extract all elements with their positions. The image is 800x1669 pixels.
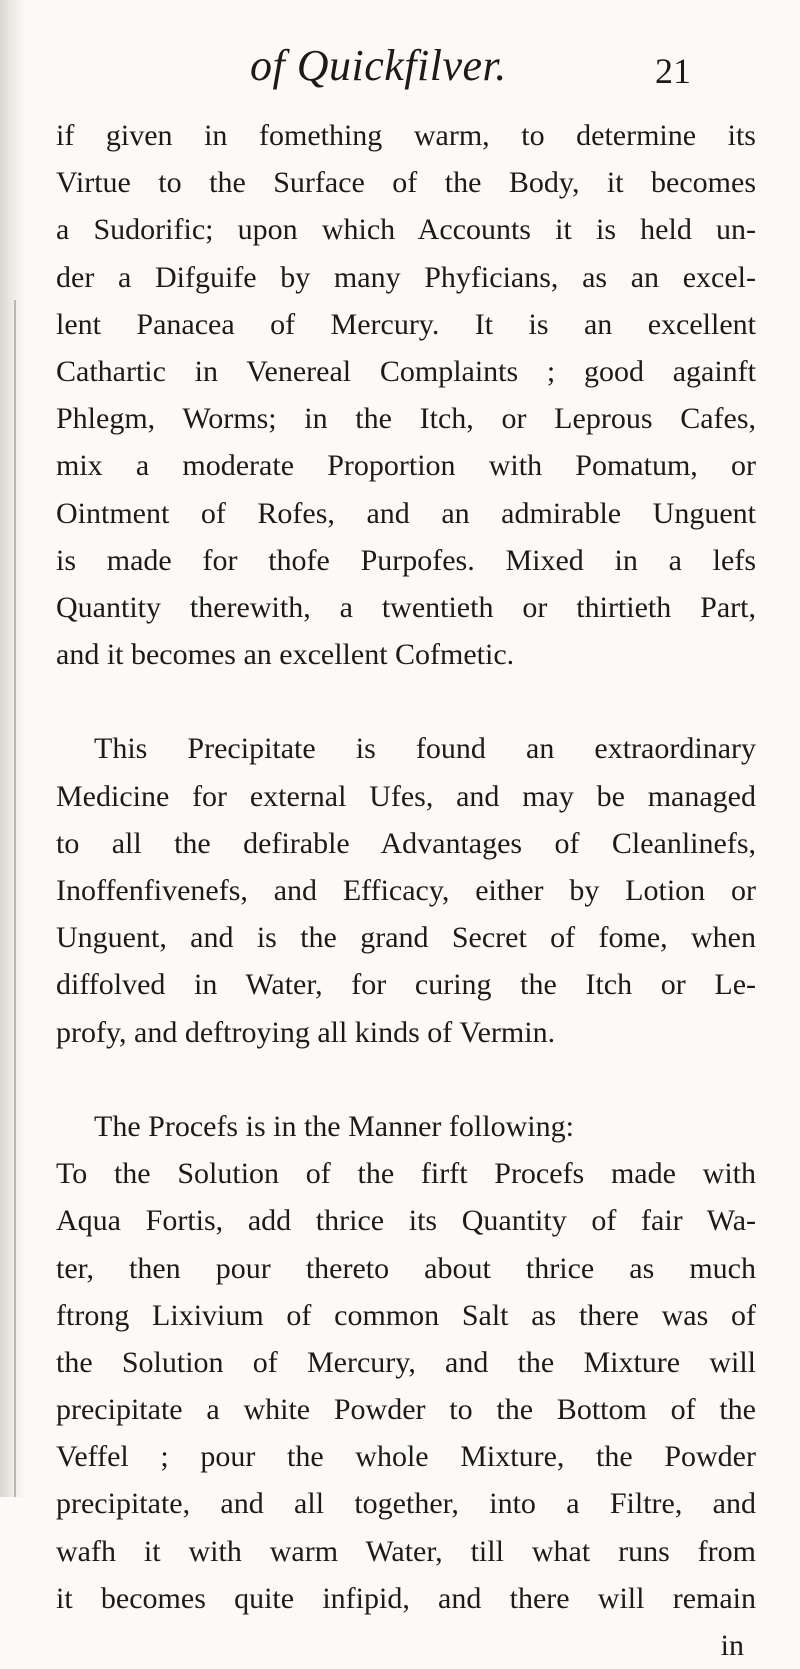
text-line: Medicine for external Ufes, and may be managed	[56, 779, 756, 813]
text-line: if given in fomething warm, to determine its	[56, 119, 756, 152]
text-line: it becomes quite infipid, and there will remain	[56, 1581, 756, 1615]
paragraph-gap	[56, 678, 756, 725]
text-line: a Sudorific; upon which Accounts it is held un-	[56, 213, 756, 247]
text-line: mix a moderate Proportion with Pomatum, or	[56, 449, 756, 483]
text-line: precipitate a white Powder to the Bottom of the	[56, 1393, 756, 1427]
text-line: Inoffenfivenefs, and Efficacy, either by Lotion or	[56, 874, 756, 907]
text-line: diffolved in Water, for curing the Itch or Le-	[56, 968, 756, 1002]
running-title: of Quickfilver.	[250, 41, 507, 90]
text-line: Phlegm, Worms; in the Itch, or Leprous Cafes,	[56, 402, 756, 436]
text-line: wafh it with warm Water, till what runs from	[56, 1534, 756, 1568]
text-line: To the Solution of the firft Procefs made with	[56, 1157, 756, 1191]
text-line: der a Difguife by many Phyficians, as an excel-	[56, 260, 756, 294]
page-header	[0, 40, 800, 100]
text-line: Ointment of Rofes, and an admirable Unguent	[56, 496, 756, 530]
text-line: Unguent, and is the grand Secret of fome, when	[56, 921, 756, 955]
text-line: to all the defirable Advantages of Cleanlinefs,	[56, 826, 756, 860]
text-line: is made for thofe Purpofes. Mixed in a lefs	[56, 543, 756, 577]
text-line: ter, then pour thereto about thrice as much	[56, 1251, 756, 1285]
page-number: 21	[655, 51, 691, 91]
text-line: The Procefs is in the Manner following:	[94, 1109, 574, 1143]
paragraph-gap	[56, 1056, 756, 1103]
text-line: Quantity therewith, a twentieth or thirtieth Part,	[56, 590, 756, 624]
catchword: in	[720, 1629, 744, 1662]
body-text	[56, 112, 756, 1669]
text-line: Veffel ; pour the whole Mixture, the Powder	[56, 1440, 756, 1474]
text-line: This Precipitate is found an extraordinary	[94, 732, 756, 766]
paragraph-2	[56, 725, 756, 1055]
paragraph-3	[56, 1103, 756, 1622]
text-line: lent Panacea of Mercury. It is an excellent	[56, 307, 756, 341]
text-line: ftrong Lixivium of common Salt as there was of	[56, 1298, 756, 1332]
text-line: the Solution of Mercury, and the Mixture will	[56, 1345, 756, 1379]
page-gutter-shadow	[0, 0, 26, 1497]
text-line: Cathartic in Venereal Complaints ; good againft	[56, 354, 756, 388]
text-line: Virtue to the Surface of the Body, it becomes	[56, 166, 756, 200]
text-line: precipitate, and all together, into a Filtre, and	[56, 1487, 756, 1521]
paragraph-1	[56, 112, 756, 678]
text-line: profy, and deftroying all kinds of Vermin.	[56, 1015, 556, 1049]
text-line: Aqua Fortis, add thrice its Quantity of fair Wa-	[56, 1204, 756, 1238]
gutter-binding-line	[14, 300, 16, 1497]
text-line: and it becomes an excellent Cofmetic.	[56, 638, 515, 672]
